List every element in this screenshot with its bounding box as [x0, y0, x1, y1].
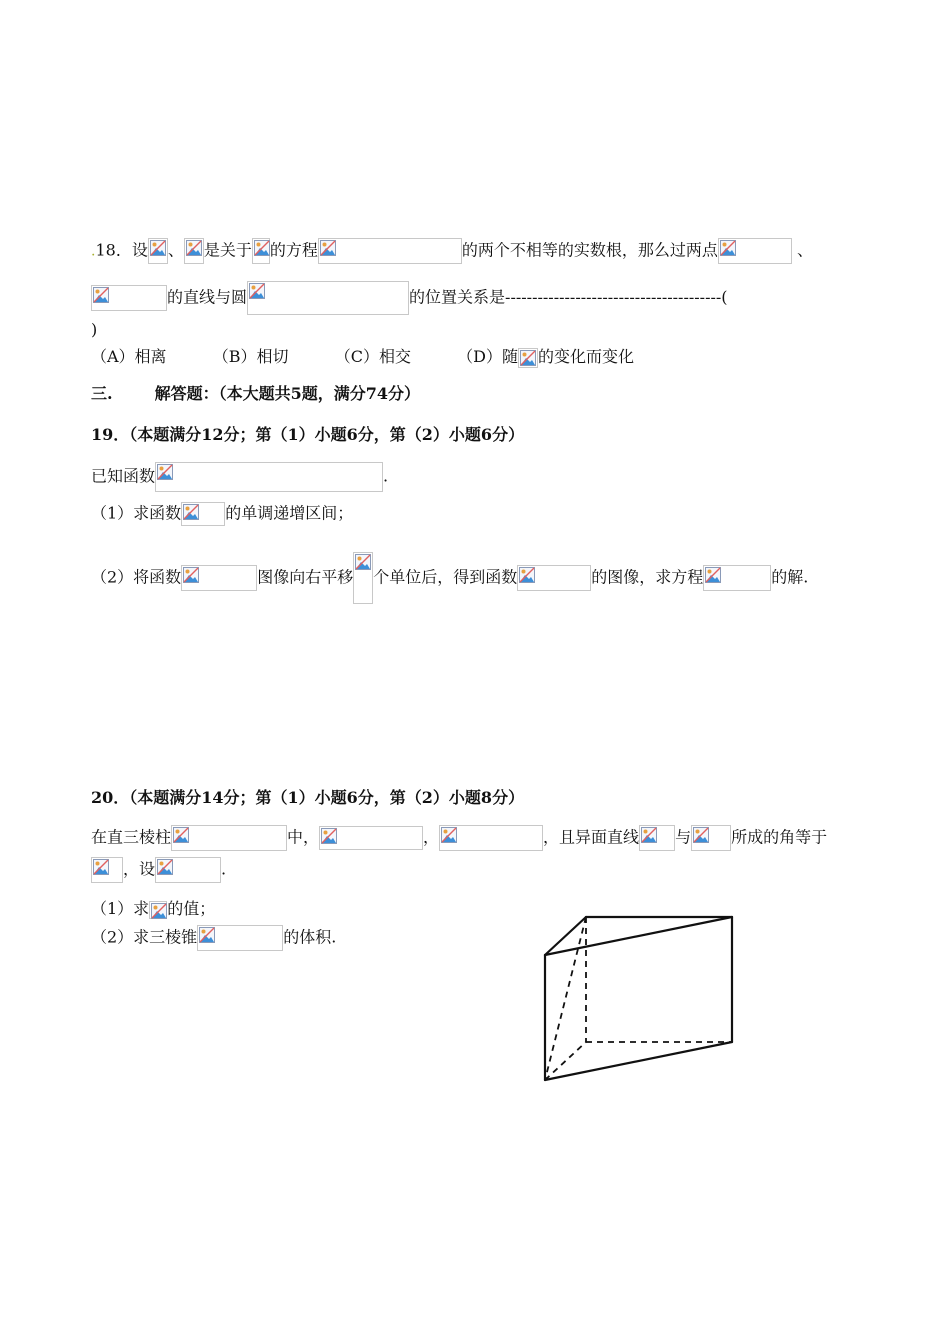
prism-edge: [545, 917, 586, 955]
text: 的单调递增区间；: [225, 503, 354, 523]
text: 的值；: [167, 899, 216, 918]
q20-header: 20．（本题满分14分；第（1）小题6分，第（2）小题8分）: [91, 788, 525, 807]
formula-image: [353, 552, 373, 604]
text: 的体积.: [283, 927, 337, 947]
q20-line2: [91, 857, 226, 883]
picture-icon: [320, 240, 336, 256]
q18-line1: [91, 238, 813, 264]
q18-line2: [91, 281, 728, 315]
q20-part2: [91, 925, 336, 951]
formula-image: [197, 925, 283, 951]
picture-icon: [641, 827, 657, 843]
formula-image: [639, 825, 675, 851]
text: 的位置关系是: [409, 287, 506, 307]
text: 在直三棱柱: [91, 827, 172, 847]
section-number: 三.: [91, 384, 113, 403]
picture-icon: [693, 827, 709, 843]
text: 、: [167, 240, 184, 260]
picture-icon: [705, 567, 721, 583]
section-title: 解答题：（本大题共5题，满分74分）: [154, 384, 420, 403]
formula-image: [518, 348, 538, 368]
marker-dot: .: [91, 243, 96, 260]
picture-icon: [183, 567, 199, 583]
text: （2）求三棱锥: [91, 927, 198, 947]
q18-options: [91, 346, 634, 368]
q19-part1: [91, 502, 353, 526]
picture-icon: [157, 859, 173, 875]
text: 个单位后，得到函数: [373, 567, 518, 587]
formula-image: [252, 238, 270, 264]
q18-paren: ): [91, 320, 98, 339]
triangular-prism-figure: [540, 910, 740, 1085]
picture-icon: [199, 927, 215, 943]
text: 、: [796, 240, 813, 260]
text: （1）求函数: [91, 503, 182, 523]
formula-image: [247, 281, 409, 315]
picture-icon: [150, 240, 166, 256]
text: 中，: [287, 827, 320, 847]
picture-icon: [186, 240, 202, 256]
picture-icon: [151, 903, 167, 919]
formula-image: [718, 238, 792, 264]
formula-image: [318, 238, 462, 264]
picture-icon: [157, 464, 173, 480]
text: ，: [423, 827, 440, 847]
formula-image: [703, 565, 771, 591]
text: .: [221, 859, 227, 879]
section-heading: [91, 383, 420, 405]
formula-image: [184, 238, 204, 264]
picture-icon: [519, 567, 535, 583]
text: 的方程: [269, 240, 318, 260]
formula-image: [439, 825, 543, 851]
formula-image: [155, 857, 221, 883]
option-d: （D）随: [457, 347, 518, 366]
formula-image: [91, 857, 123, 883]
prism-hidden-edge: [545, 1042, 586, 1080]
q20-line1: [91, 825, 827, 851]
text: （2）将函数: [91, 567, 182, 587]
text: ，且异面直线: [543, 827, 640, 847]
picture-icon: [249, 283, 265, 299]
formula-image: [91, 285, 167, 311]
text: 与: [675, 827, 692, 847]
text: （1）求: [91, 899, 150, 918]
answer-dashes: ----------------------------------------(: [505, 287, 728, 307]
text: 所成的角等于: [731, 827, 828, 847]
option-a: （A）相离: [91, 347, 167, 366]
formula-image: [148, 238, 168, 264]
formula-image: [149, 901, 167, 919]
picture-icon: [520, 350, 536, 366]
picture-icon: [93, 287, 109, 303]
text: 的变化而变化: [537, 347, 634, 366]
formula-image: [155, 462, 383, 492]
picture-icon: [173, 827, 189, 843]
picture-icon: [93, 859, 109, 875]
formula-image: [319, 826, 423, 850]
picture-icon: [254, 240, 270, 256]
text: 的直线与圆: [167, 287, 248, 307]
text: 是关于: [203, 240, 252, 260]
option-c: （C）相交: [334, 347, 411, 366]
formula-image: [171, 825, 287, 851]
formula-image: [181, 565, 257, 591]
picture-icon: [183, 504, 199, 520]
formula-image: [181, 502, 225, 526]
formula-image: [691, 825, 731, 851]
prism-edge: [545, 917, 732, 955]
prism-hidden-edge: [545, 917, 586, 1080]
q19-part2: [91, 552, 808, 604]
q19-header: 19．（本题满分12分；第（1）小题6分，第（2）小题6分）: [91, 425, 525, 444]
text: 的两个不相等的实数根，那么过两点: [461, 240, 718, 260]
prism-edge: [545, 1042, 732, 1080]
picture-icon: [441, 827, 457, 843]
q18-number: 18．设: [95, 240, 148, 260]
text: 的解.: [771, 567, 809, 587]
text: 已知函数: [91, 466, 156, 486]
text: ，设: [123, 859, 156, 879]
q19-given: [91, 462, 388, 492]
text: 图像向右平移: [257, 567, 354, 587]
picture-icon: [720, 240, 736, 256]
option-b: （B）相切: [212, 347, 289, 366]
picture-icon: [355, 554, 371, 570]
text: 的图像，求方程: [591, 567, 704, 587]
formula-image: [517, 565, 591, 591]
q20-part1: [91, 898, 215, 920]
text: .: [383, 466, 389, 486]
picture-icon: [321, 828, 337, 844]
